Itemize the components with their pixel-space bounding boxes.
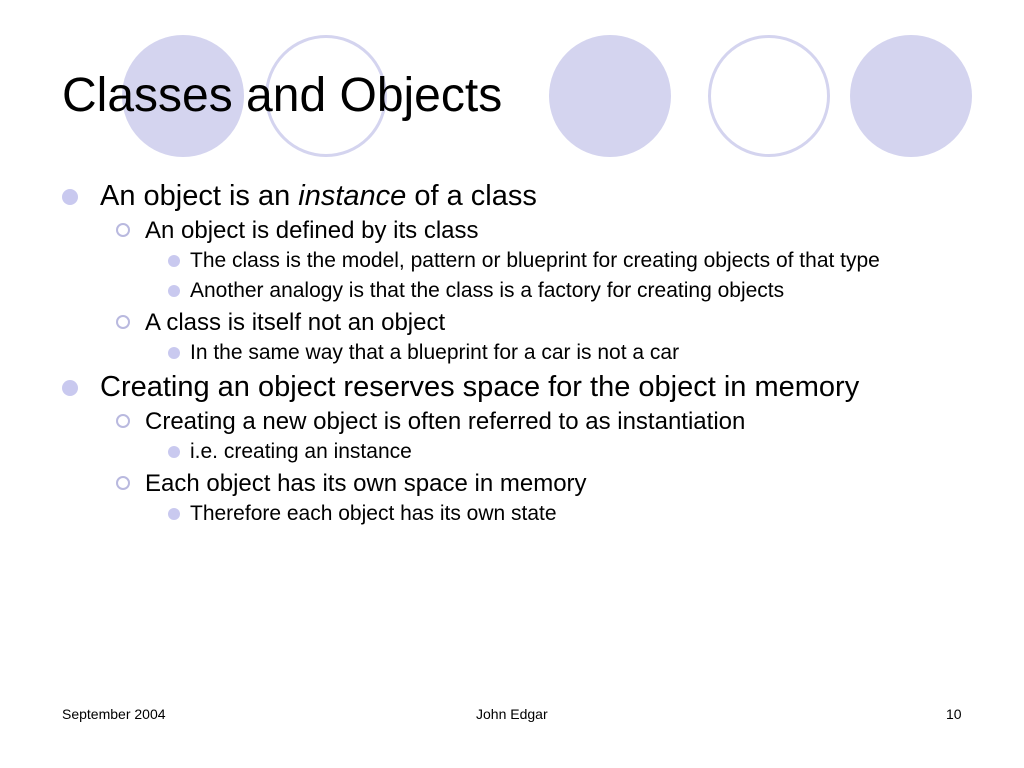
hollow-circle-bullet-icon [116,414,130,428]
bullet-text: Therefore each object has its own state [190,502,557,525]
hollow-circle-bullet-icon [116,315,130,329]
filled-circle-bullet-icon [62,380,78,396]
filled-circle-bullet-icon [168,446,180,458]
bullet-text: i.e. creating an instance [190,440,412,463]
bullet-item [62,371,962,404]
bullet-item [62,180,962,213]
sub-bullet-item [62,408,962,436]
decorative-circle-outline [708,35,830,157]
hollow-circle-bullet-icon [116,223,130,237]
bullet-text: Each object has its own space in memory [145,470,587,497]
filled-circle-bullet-icon [168,508,180,520]
sub-sub-bullet-item [62,341,962,365]
bullet-list [62,180,962,532]
emphasis-text: instance [298,180,407,212]
filled-circle-bullet-icon [168,285,180,297]
decorative-circle-filled [850,35,972,157]
sub-sub-bullet-item [62,279,962,303]
bullet-text: Creating an object reserves space for the object in memory [100,371,860,403]
sub-bullet-item [62,470,962,498]
bullet-text: Creating a new object is often referred to as instantiation [145,408,746,435]
bullet-text: An object is an instance of a class [100,180,537,212]
sub-bullet-item [62,309,962,337]
bullet-text: Another analogy is that the class is a factory for creating objects [190,279,785,302]
sub-sub-bullet-item [62,440,962,464]
decorative-circle-filled [549,35,671,157]
footer-author: John Edgar [476,706,548,722]
bullet-text: In the same way that a blueprint for a car is not a car [190,341,680,364]
sub-bullet-item [62,217,962,245]
slide-title: Classes and Objects [62,69,503,122]
bullet-text: An object is defined by its class [145,217,479,244]
sub-sub-bullet-item [62,249,962,273]
filled-circle-bullet-icon [168,347,180,359]
bullet-text: A class is itself not an object [145,309,446,336]
footer-date: September 2004 [62,706,166,722]
filled-circle-bullet-icon [168,255,180,267]
hollow-circle-bullet-icon [116,476,130,490]
bullet-text: The class is the model, pattern or blueprint for creating objects of that type [190,249,880,272]
filled-circle-bullet-icon [62,189,78,205]
sub-sub-bullet-item [62,502,962,526]
footer-page-number: 10 [946,706,962,722]
